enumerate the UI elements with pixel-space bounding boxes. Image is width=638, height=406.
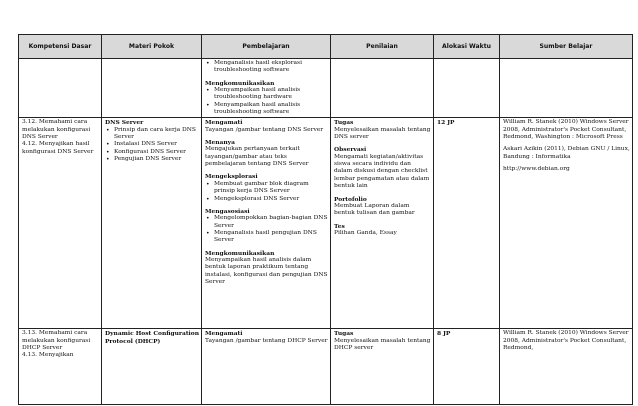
penilaian-cell xyxy=(331,59,434,118)
sumber-cell xyxy=(500,59,633,118)
pembelajaran-cell xyxy=(202,329,331,405)
penilaian-cell xyxy=(331,118,434,329)
sumber-cell xyxy=(500,118,633,329)
kompetensi-cell xyxy=(19,118,102,329)
section-title: Tes xyxy=(334,222,345,230)
list-item: • Menganalisis hasil eksplorasi troubleshooting software xyxy=(205,60,328,75)
penilaian-cell xyxy=(331,329,434,405)
table-row xyxy=(19,329,633,405)
list-item: • Mengelompokkan bagian-bagian DNS Server xyxy=(205,215,328,230)
header-row xyxy=(19,35,633,59)
section-text: Menyelesaikan masalah tentang DNS server xyxy=(334,126,431,141)
pembelajaran-cell xyxy=(202,118,331,329)
section-title: Mengkomunikasikan xyxy=(205,249,275,257)
list-item: • Konfigurasi DNS Server xyxy=(105,149,199,156)
table-row xyxy=(19,118,633,329)
list-item: • Mengeksplorasi DNS Server xyxy=(205,196,328,203)
materi-cell xyxy=(102,329,202,405)
section-title: Mengeksplorasi xyxy=(205,173,258,181)
sumber-cell xyxy=(500,329,633,405)
alokasi-cell xyxy=(434,329,500,405)
pembelajaran-list xyxy=(205,181,328,203)
syllabus-table xyxy=(18,34,633,405)
header-penilaian: Penilaian xyxy=(331,35,434,59)
sumber-text: William R. Stanek (2010) Windows Server 2008, Administrator's Pocket Consultant, Redmond, Washington : Microsoft Press xyxy=(503,119,629,141)
alokasi-cell xyxy=(434,59,500,118)
materi-title: DNS Server xyxy=(105,119,144,127)
section-title: Tugas xyxy=(334,119,354,127)
alokasi-value: 8 JP xyxy=(437,330,451,338)
pembelajaran-list xyxy=(205,87,328,116)
header-alokasi-waktu: Alokasi Waktu xyxy=(434,35,500,59)
section-text: Menyampaikan hasil analisis dalam bentuk laporan praktikum tentang instalasi, konfigurasi dan pengujian DNS Server xyxy=(205,256,328,285)
materi-title: Dynamic Host Configuration Protocol (DHCP) xyxy=(105,330,199,345)
header-pembelajaran: Pembelajaran xyxy=(202,35,331,59)
table-row xyxy=(19,59,633,118)
pembelajaran-cell xyxy=(202,59,331,118)
list-item: • Prinsip dan cara kerja DNS Server xyxy=(105,127,199,142)
section-title: Menanya xyxy=(205,139,235,147)
section-text: Menyelesaikan masalah tentang DHCP server xyxy=(334,337,431,352)
section-text: Pilihan Ganda, Essay xyxy=(334,229,397,236)
sumber-link[interactable]: http://www.debian.org xyxy=(503,166,570,173)
kompetensi-cell xyxy=(19,59,102,118)
section-title: Portofolio xyxy=(334,195,367,203)
materi-cell xyxy=(102,118,202,329)
kompetensi-cell xyxy=(19,329,102,405)
section-title: Tugas xyxy=(334,330,354,338)
kompetensi-text: 3.12. Memahami cara melakukan konfigurasi DNS Server 4.12. Menyajikan hasil konfigurasi DNS Server xyxy=(22,119,94,155)
section-text: Tayangan /gambar tentang DNS Server xyxy=(205,126,324,133)
materi-cell xyxy=(102,59,202,118)
header-sumber-belajar: Sumber Belajar xyxy=(500,35,633,59)
sumber-text: Askari Azikin (2011), Debian GNU / Linux, Bandung : Informatika xyxy=(503,146,630,160)
alokasi-value: 12 JP xyxy=(437,119,455,127)
alokasi-cell xyxy=(434,118,500,329)
pembelajaran-list xyxy=(205,60,328,75)
header-materi-pokok: Materi Pokok xyxy=(102,35,202,59)
section-title: Mengkomunikasikan xyxy=(205,79,275,87)
kompetensi-text: 3.13. Memahami cara melakukan konfigurasi DHCP Server 4.13. Menyajikan xyxy=(22,330,91,359)
section-text: Mengamati kegiatan/aktivitas siswa secara individu dan dalam diskusi dengan checklist lembar pengamatan atau dalam bentuk lain xyxy=(334,153,430,190)
header-kompetensi-dasar: Kompetensi Dasar xyxy=(19,35,102,59)
pembelajaran-list xyxy=(205,215,328,244)
sumber-text: William R. Stanek (2010) Windows Server 2008, Administrator's Pocket Consultant, Redmond, xyxy=(503,330,629,352)
section-title: Mengamati xyxy=(205,330,243,338)
materi-list xyxy=(105,127,199,164)
section-text: Tayangan /gambar tentang DHCP Server xyxy=(205,337,328,344)
list-item: • Instalasi DNS Server xyxy=(105,141,199,148)
list-item: • Pengujian DNS Server xyxy=(105,156,199,163)
section-title: Observasi xyxy=(334,146,367,154)
list-item: • Menganalisis hasil pengujian DNS Server xyxy=(205,230,328,245)
section-text: Mengajukan pertanyaan terkait tayangan/gambar atau teks pembelajaran tentang DNS Server xyxy=(205,146,309,168)
section-title: Mengasosiasi xyxy=(205,207,250,215)
section-text: Membuat Laporan dalam bentuk tulisan dan gambar xyxy=(334,202,415,217)
section-title: Mengamati xyxy=(205,119,243,127)
list-item: • Membuat gambar blok diagram prinsip kerja DNS Server xyxy=(205,181,328,196)
list-item: • Menyampaikan hasil analisis troubleshooting hardware xyxy=(205,87,328,102)
list-item: • Menyampaikan hasil analisis troubleshooting software xyxy=(205,102,328,117)
